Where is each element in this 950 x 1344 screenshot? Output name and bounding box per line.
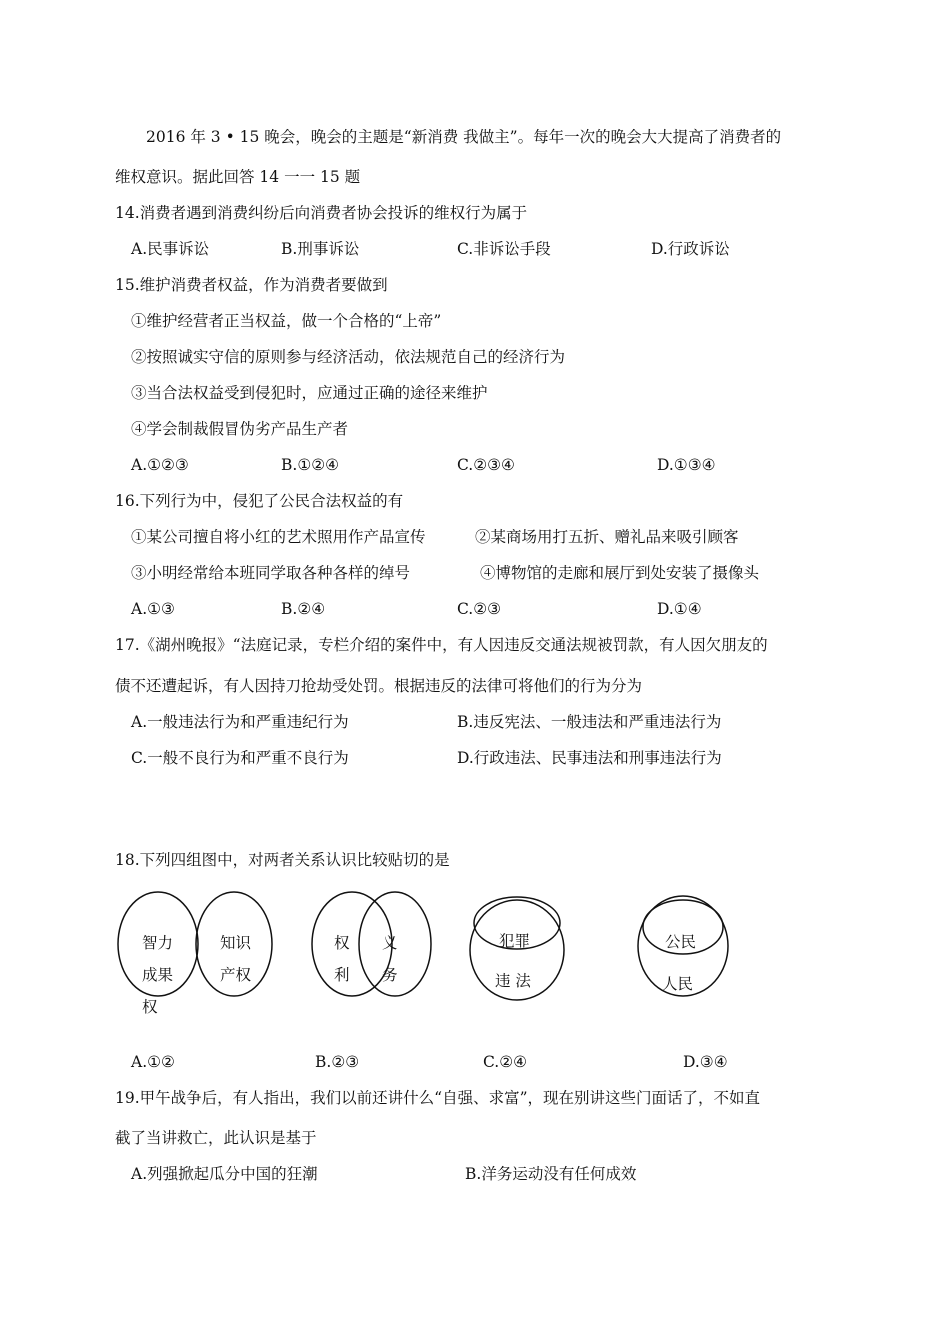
- q17-option-b: B.违反宪法、一般违法和严重违法行为: [457, 713, 722, 731]
- q15-option-a: A.①②③: [131, 456, 189, 474]
- diagram-2-right-text-1: 义: [382, 934, 398, 952]
- q18-option-d: D.③④: [683, 1053, 728, 1071]
- q19-line-2: 截了当讲救亡，此认识是基于: [115, 1129, 317, 1147]
- q15-option-d: D.①③④: [657, 456, 716, 474]
- diagram-2-left-text-2: 利: [334, 966, 350, 984]
- diagram-2: [312, 892, 431, 996]
- intro-line-2: 维权意识。据此回答 14 一一 15 题: [115, 168, 361, 186]
- q16-option-d: D.①④: [657, 600, 702, 618]
- q14-option-d: D.行政诉讼: [651, 240, 730, 258]
- q19-line-1: 19.甲午战争后，有人指出，我们以前还讲什么“自强、求富”，现在别讲这些门面话了，不如直: [115, 1089, 761, 1107]
- q17-option-a: A.一般违法行为和严重违纪行为: [131, 713, 349, 731]
- q15-item-2: ②按照诚实守信的原则参与经济活动，依法规范自己的经济行为: [131, 348, 566, 366]
- q15-option-c: C.②③④: [457, 456, 515, 474]
- q16-item-4: ④博物馆的走廊和展厅到处安装了摄像头: [480, 564, 760, 582]
- diagram-3-inner-text: 犯罪: [499, 932, 531, 950]
- q15-item-3: ③当合法权益受到侵犯时，应通过正确的途径来维护: [131, 384, 488, 402]
- q19-option-a: A.列强掀起瓜分中国的狂潮: [131, 1165, 318, 1183]
- diagram-1-left-text-3: 权: [142, 998, 158, 1016]
- diagram-2-left-text-1: 权: [334, 934, 350, 952]
- intro-line-1: 2016 年 3 • 15 晚会，晚会的主题是“新消费 我做主”。每年一次的晚会大大提高了消费者的: [146, 128, 782, 146]
- q18-diagrams: [0, 890, 950, 1030]
- q19-option-b: B.洋务运动没有任何成效: [465, 1165, 637, 1183]
- diagram-1-right-text-2: 产权: [220, 966, 252, 984]
- q18-option-a: A.①②: [131, 1053, 175, 1071]
- q18-option-b: B.②③: [315, 1053, 360, 1071]
- q15-item-4: ④学会制裁假冒伪劣产品生产者: [131, 420, 349, 438]
- q15-option-b: B.①②④: [281, 456, 340, 474]
- diagram-2-right-text-2: 务: [382, 966, 398, 984]
- q14-option-a: A.民事诉讼: [131, 240, 210, 258]
- q16-item-2: ②某商场用打五折、赠礼品来吸引顾客: [475, 528, 739, 546]
- diagram-4-inner-text: 公民: [665, 933, 697, 951]
- diagram-3-outer-text: 违 法: [495, 972, 531, 990]
- q17-option-c: C.一般不良行为和严重不良行为: [131, 749, 349, 767]
- q16-option-c: C.②③: [457, 600, 502, 618]
- diagram-1-left-text-2: 成果: [142, 966, 174, 984]
- diagram-4-outer-text: 人民: [662, 975, 694, 993]
- q15-stem: 15.维护消费者权益，作为消费者要做到: [115, 276, 388, 294]
- diagram-4: [638, 896, 728, 996]
- q14-option-b: B.刑事诉讼: [281, 240, 360, 258]
- diagram-3: [470, 897, 564, 1000]
- diagram-1-right-text-1: 知识: [220, 934, 252, 952]
- q17-line-2: 债不还遭起诉，有人因持刀抢劫受处罚。根据违反的法律可将他们的行为分为: [115, 677, 643, 695]
- q15-item-1: ①维护经营者正当权益，做一个合格的“上帝”: [131, 312, 442, 330]
- q16-stem: 16.下列行为中，侵犯了公民合法权益的有: [115, 492, 404, 510]
- q16-option-a: A.①③: [131, 600, 175, 618]
- q18-stem: 18.下列四组图中，对两者关系认识比较贴切的是: [115, 851, 450, 869]
- diagram-1: [118, 892, 272, 1016]
- q17-line-1: 17.《湖州晚报》“法庭记录，专栏介绍的案件中，有人因违反交通法规被罚款，有人因欠朋友的: [115, 636, 768, 654]
- q16-item-3: ③小明经常给本班同学取各种各样的绰号: [131, 564, 411, 582]
- q14-option-c: C.非诉讼手段: [457, 240, 551, 258]
- q16-option-b: B.②④: [281, 600, 326, 618]
- diagram-2-left-ellipse: [312, 892, 392, 996]
- q18-option-c: C.②④: [483, 1053, 528, 1071]
- diagram-1-left-text-1: 智力: [142, 934, 174, 952]
- q16-item-1: ①某公司擅自将小红的艺术照用作产品宣传: [131, 528, 426, 546]
- q17-option-d: D.行政违法、民事违法和刑事违法行为: [457, 749, 722, 767]
- q14-stem: 14.消费者遇到消费纠纷后向消费者协会投诉的维权行为属于: [115, 204, 528, 222]
